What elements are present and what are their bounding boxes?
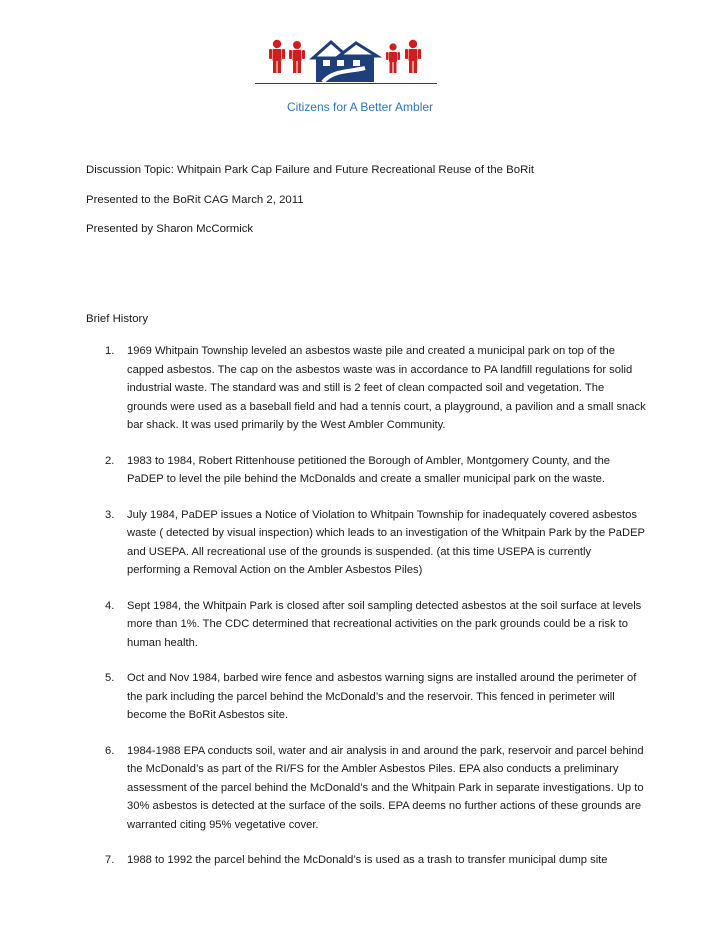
list-item: [86, 742, 646, 835]
list-item-text: 1984-1988 EPA conducts soil, water and air analysis in and around the park, reservoir and parcel behind the McDonald’s as part of the RI/FS for the Ambler Asbestos Piles. EPA also conducts a preliminary assessment of the parcel behind the McDonald’s and the Whitpain Park in separate investigations. Up to 30% asbestos is detected at the surface of the soils. EPA deems no further actions of these grounds are warranted citing 95% vegetative cover.: [127, 744, 644, 831]
list-item: [86, 851, 646, 870]
list-item: [86, 506, 646, 580]
list-item-number: 2.: [105, 454, 115, 467]
list-item-text: 1969 Whitpain Township leveled an asbestos waste pile and created a municipal park on top of the capped asbestos. The cap on the asbestos waste was in accordance to PA landfill regulations for solid industrial waste. The standard was and still is 2 feet of clean compacted soil and vegetation. The grounds were used as a baseball field and had a tennis court, a playground, a pavilion and a small snack bar shack. It was used primarily by the West Ambler Community.: [127, 345, 646, 431]
list-item-number: 4.: [105, 599, 115, 612]
person-figure-icon: [289, 41, 305, 73]
discussion-topic: Discussion Topic: Whitpain Park Cap Failure and Future Recreational Reuse of the BoRit: [86, 164, 535, 176]
list-item-number: 5.: [105, 672, 115, 684]
list-item-text: Oct and Nov 1984, barbed wire fence and asbestos warning signs are installed around the perimeter of the park including the parcel behind the McDonald’s and the reservoir. This fenced in perimeter will become the BoRit Asbestos site.: [127, 672, 637, 721]
person-figure-icon: [386, 43, 400, 73]
list-item: [86, 342, 646, 435]
list-item: [86, 669, 646, 725]
list-item-text: 1983 to 1984, Robert Rittenhouse petitioned the Borough of Ambler, Montgomery County, and the PaDEP to level the pile behind the McDonalds and create a smaller municipal park on the waste.: [127, 454, 611, 485]
houses-icon: [313, 42, 377, 82]
list-item-text: 1988 to 1992 the parcel behind the McDonald’s is used as a trash to transfer municipal dump site: [127, 854, 608, 866]
list-item-number: 1.: [105, 345, 115, 357]
presented-to: Presented to the BoRit CAG March 2, 2011: [86, 194, 304, 206]
organization-name: Citizens for A Better Ambler: [286, 100, 434, 114]
list-item-number: 3.: [105, 508, 115, 521]
list-item-number: 7.: [105, 854, 115, 866]
presented-by: Presented by Sharon McCormick: [86, 223, 254, 235]
list-item-number: 6.: [105, 744, 115, 757]
list-item-text: Sept 1984, the Whitpain Park is closed after soil sampling detected asbestos at the soil surface at levels more than 1%. The CDC determined that recreational activities on the park grounds could be a risk to human health.: [127, 599, 642, 649]
history-list: [86, 342, 646, 887]
list-item-text: July 1984, PaDEP issues a Notice of Violation to Whitpain Township for inadequately covered asbestos waste ( detected by visual inspection) which leads to an investigation of the Whitpain Park by the PaDEP and USEPA. All recreational use of the grounds is suspended. (at this time USEPA is currently performing a Removal Action on the Ambler Asbestos Piles): [127, 508, 645, 576]
organization-logo: [253, 38, 439, 86]
list-item: [86, 597, 646, 653]
section-heading: Brief History: [86, 313, 149, 325]
list-item: [86, 452, 646, 489]
person-figure-icon: [269, 40, 285, 73]
person-figure-icon: [405, 40, 421, 73]
